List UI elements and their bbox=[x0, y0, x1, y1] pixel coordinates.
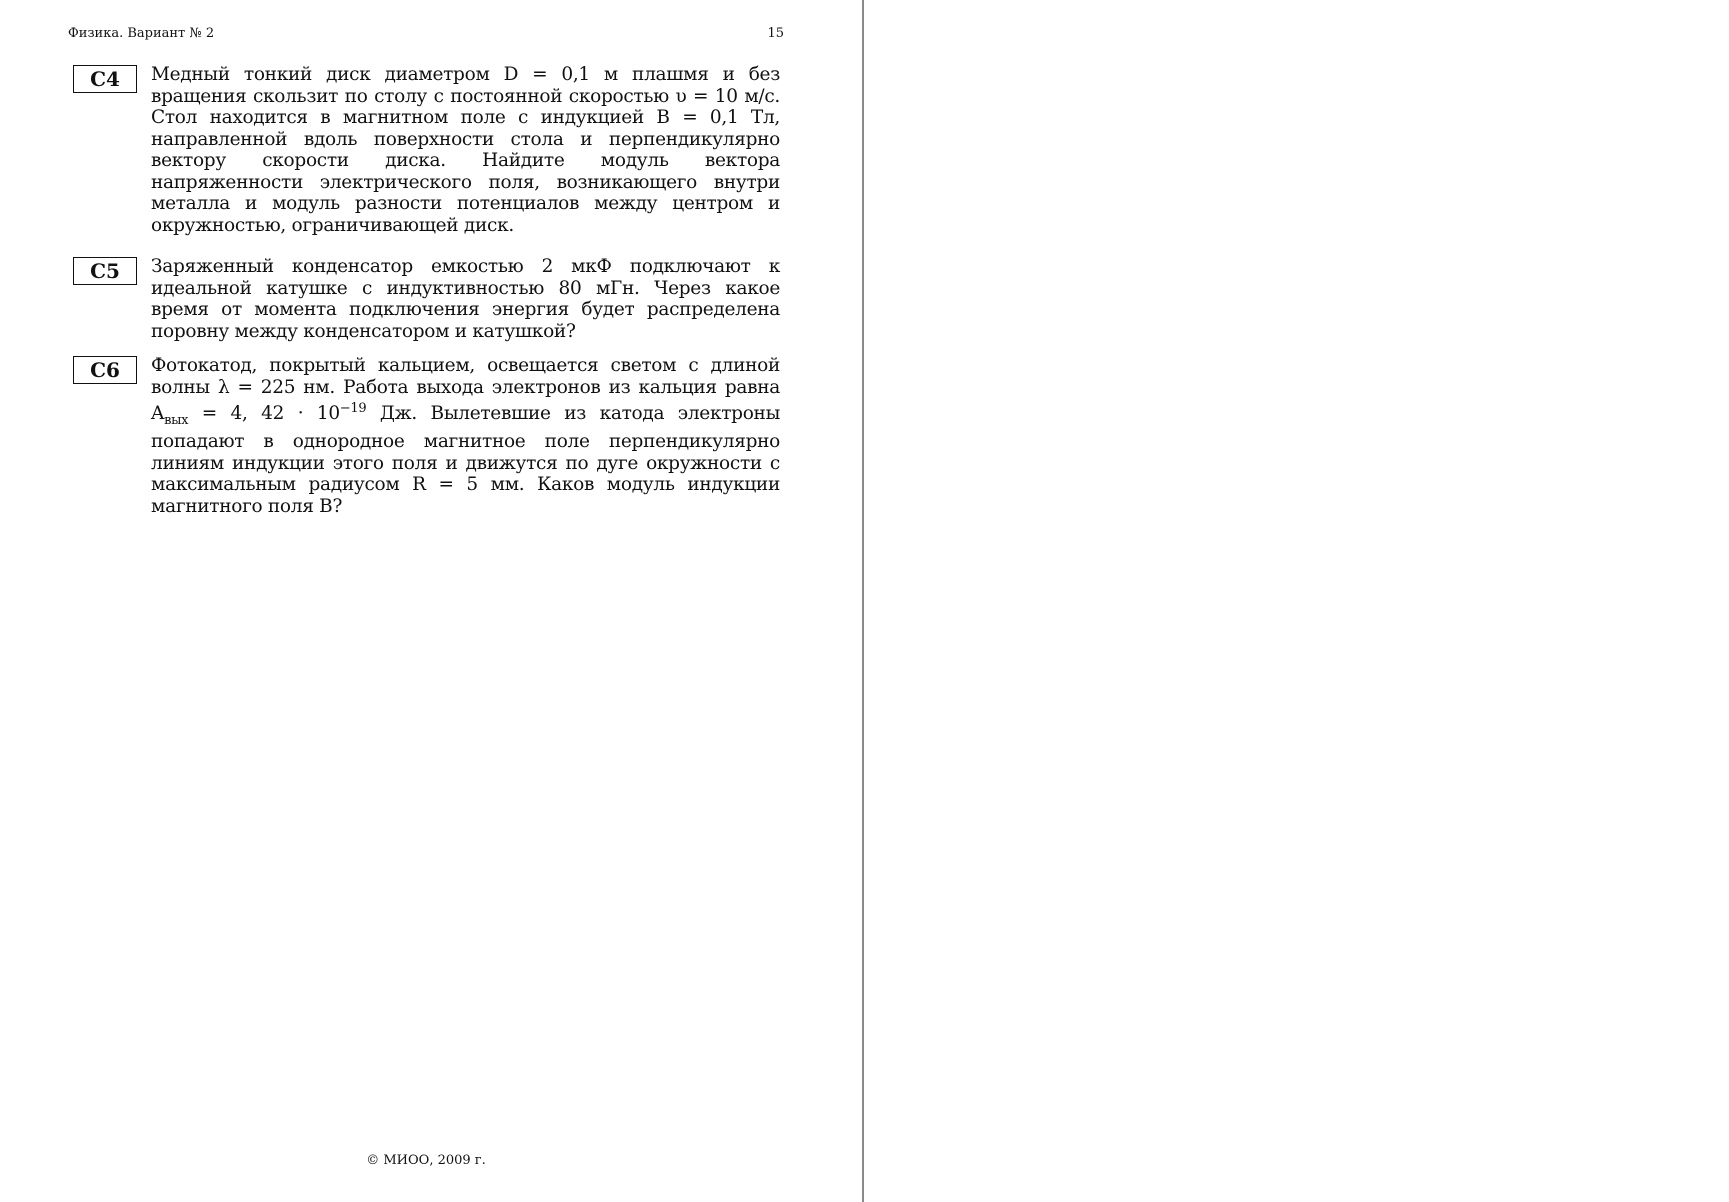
left-page bbox=[0, 0, 862, 1202]
problem-text: Заряженный конденсатор емкостью 2 мкФ подключают к идеальной катушке с индуктивностью 80 мГн. Через какое время от момента подключения энергия будет распределена поровну между конденсатором и катушкой? bbox=[151, 256, 780, 342]
problem-c6 bbox=[73, 355, 783, 517]
page-number: 15 bbox=[767, 26, 784, 41]
problem-text bbox=[151, 355, 780, 517]
problem-label: С4 bbox=[73, 65, 137, 93]
right-page-blank bbox=[864, 0, 1729, 1202]
problem-text: Медный тонкий диск диаметром D = 0,1 м плашмя и без вращения скользит по столу с постоянной скоростью υ = 10 м/с. Стол находится в магнитном поле с индукцией B = 0,1 Тл, направленной вдоль поверхности стола и перпендикулярно вектору скорости диска. Найдите модуль вектора напряженности электрического поля, возникающего внутри металла и модуль разности потенциалов между центром и окружностью, ограничивающей диск. bbox=[151, 64, 780, 236]
problem-text-part: = 4, 42 · 10 bbox=[188, 403, 340, 425]
problem-label: С6 bbox=[73, 356, 137, 384]
problem-label: С5 bbox=[73, 257, 137, 285]
exponent-superscript: −19 bbox=[339, 401, 367, 416]
footer-copyright: © МИОО, 2009 г. bbox=[366, 1153, 486, 1168]
header-title: Физика. Вариант № 2 bbox=[68, 26, 215, 41]
problem-c5 bbox=[73, 256, 783, 342]
problem-text-part: Дж. Вылетевшие из катода электроны попадают в однородное магнитное поле перпендикулярно линиям индукции этого поля и движутся по дуге окружности с максимальным радиусом R = 5 мм. Каков модуль индукции магнитного поля B? bbox=[151, 403, 780, 517]
problem-c4 bbox=[73, 64, 783, 236]
problem-text-part: Фотокатод, покрытый кальцием, освещается светом с длиной волны λ = 225 нм. Работа выхода электронов из кальция равна A bbox=[151, 355, 780, 425]
work-function-subscript: вых bbox=[164, 412, 189, 428]
running-header bbox=[68, 26, 784, 41]
